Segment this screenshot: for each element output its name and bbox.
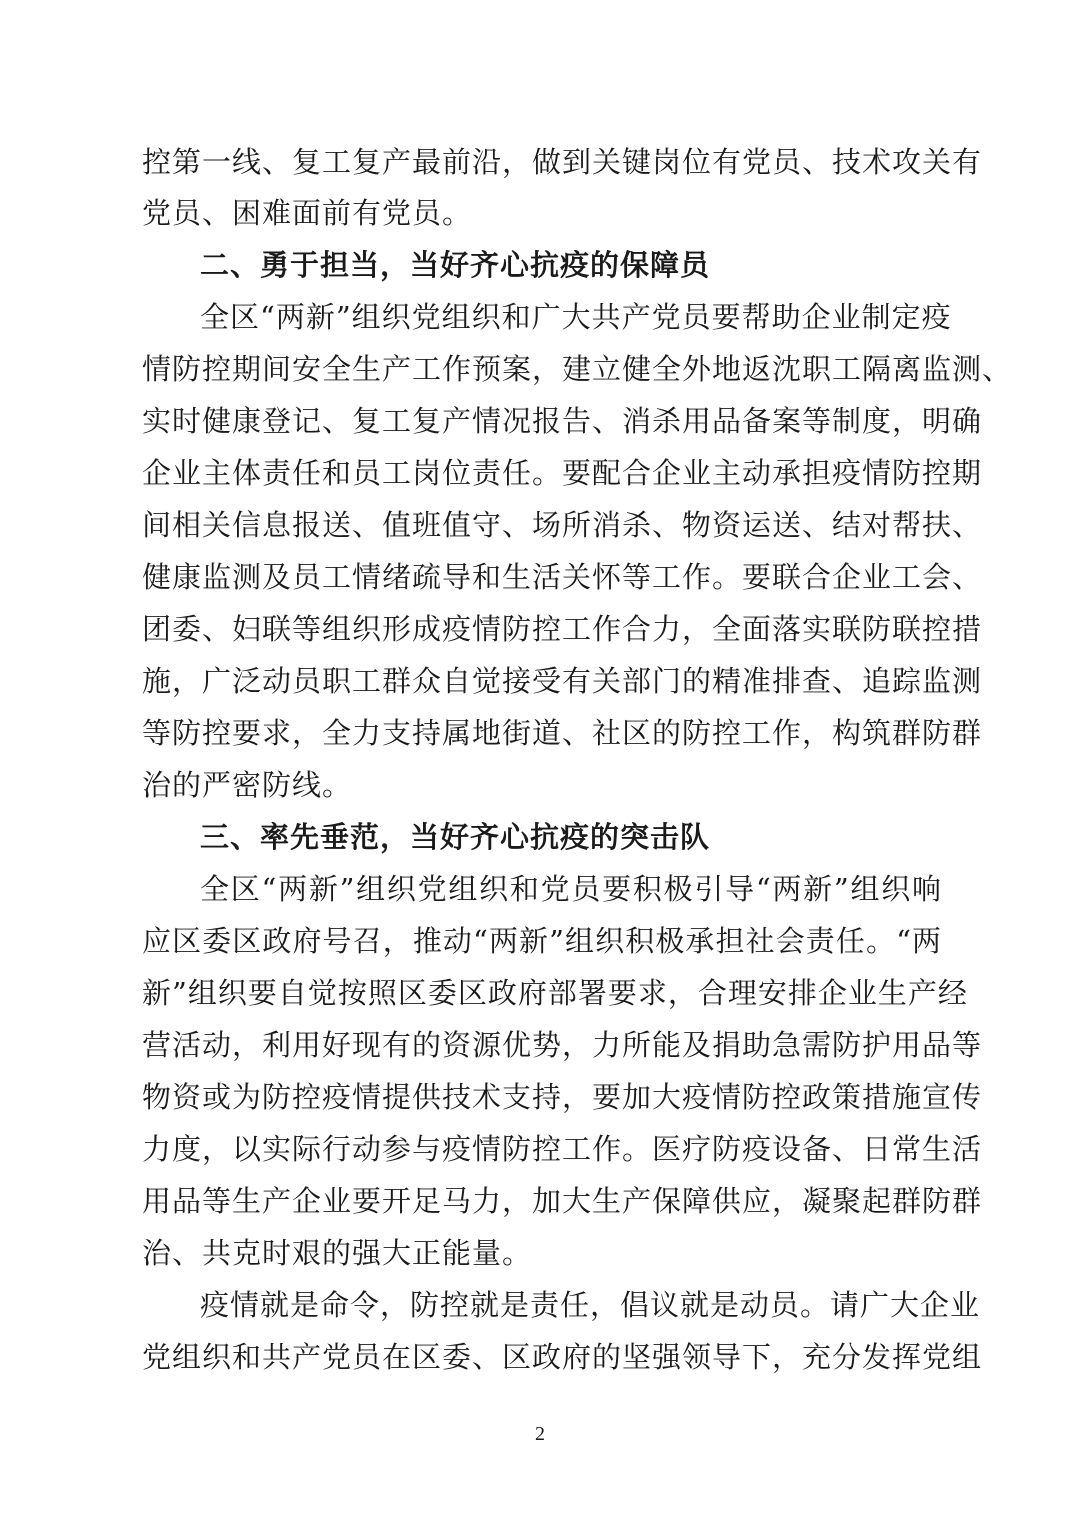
text-line: 施，广泛动员职工群众自觉接受有关部门的精准排查、追踪监测 xyxy=(142,664,983,698)
text-line: 间相关信息报送、值班值守、场所消杀、物资运送、结对帮扶、 xyxy=(142,508,983,542)
text-line: 实时健康登记、复工复产情况报告、消杀用品备案等制度，明确 xyxy=(142,404,983,438)
text-line: 营活动，利用好现有的资源优势，力所能及捐助急需防护用品等 xyxy=(142,1028,983,1062)
text-line: 力度，以实际行动参与疫情防控工作。医疗防疫设备、日常生活 xyxy=(142,1132,983,1166)
text-line: 团委、妇联等组织形成疫情防控工作合力，全面落实联防联控措 xyxy=(142,612,983,646)
paragraph-first-line: 全区“两新”组织党组织和广大共产党员要帮助企业制定疫 xyxy=(200,300,952,334)
text-line: 控第一线、复工复产最前沿，做到关键岗位有党员、技术攻关有 xyxy=(142,145,983,179)
text-line: 党组织和共产党员在区委、区政府的坚强领导下，充分发挥党组 xyxy=(142,1340,983,1374)
text-line: 党员、困难面前有党员。 xyxy=(142,196,473,230)
text-line: 用品等生产企业要开足马力，加大生产保障供应，凝聚起群防群 xyxy=(142,1184,983,1218)
text-line: 物资或为防控疫情提供技术支持，要加大疫情防控政策措施宣传 xyxy=(142,1080,983,1114)
section-heading: 三、率先垂范，当好齐心抗疫的突击队 xyxy=(200,820,711,854)
text-line: 情防控期间安全生产工作预案，建立健全外地返沈职工隔离监测、 xyxy=(142,352,1013,386)
text-line: 等防控要求，全力支持属地街道、社区的防控工作，构筑群防群 xyxy=(142,716,983,750)
paragraph-first-line: 全区“两新”组织党组织和党员要积极引导“两新”组织响 xyxy=(200,872,942,906)
page-number: 2 xyxy=(535,1423,545,1445)
text-line: 健康监测及员工情绪疏导和生活关怀等工作。要联合企业工会、 xyxy=(142,560,983,594)
text-line: 治的严密防线。 xyxy=(142,768,353,802)
text-line: 治、共克时艰的强大正能量。 xyxy=(142,1236,533,1270)
section-heading: 二、勇于担当，当好齐心抗疫的保障员 xyxy=(200,248,711,282)
text-line: 新”组织要自觉按照区委区政府部署要求，合理安排企业生产经 xyxy=(142,976,968,1010)
text-line: 企业主体责任和员工岗位责任。要配合企业主动承担疫情防控期 xyxy=(142,456,983,490)
text-line: 应区委区政府号召，推动“两新”组织积极承担社会责任。“两 xyxy=(142,924,942,958)
paragraph-first-line: 疫情就是命令，防控就是责任，倡议就是动员。请广大企业 xyxy=(200,1288,981,1322)
